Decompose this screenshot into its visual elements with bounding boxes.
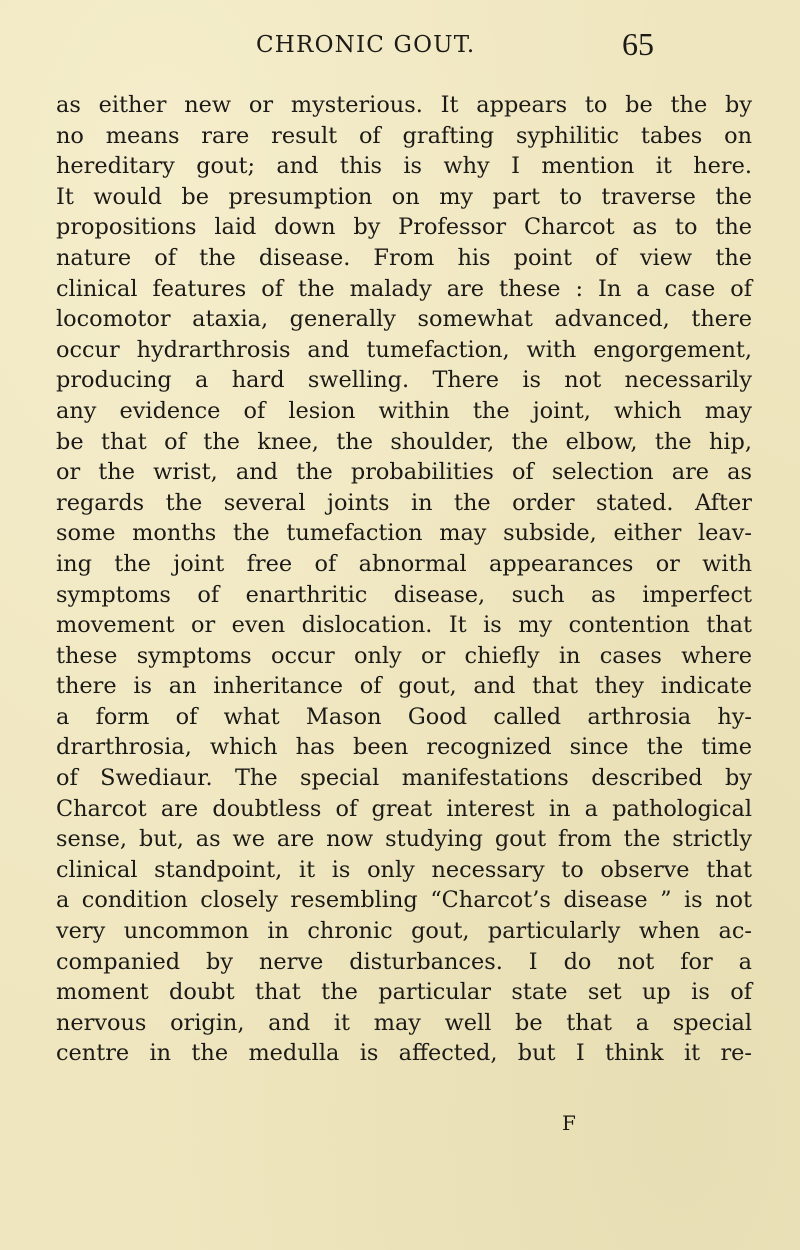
text-line: producing a hard swelling. There is not necessarily (56, 367, 752, 394)
text-line: ing the joint free of abnormal appearances or with (56, 550, 752, 577)
text-line: no means rare result of grafting syphilitic tabes on (56, 122, 752, 149)
running-title: CHRONIC GOUT. (256, 32, 476, 58)
text-line: sense, but, as we are now studying gout from the strictly (56, 826, 752, 853)
text-line: drarthrosia, which has been recognized since the time (56, 734, 752, 761)
text-line: companied by nerve disturbances. I do not for a (56, 948, 752, 975)
text-line: nature of the disease. From his point of view the (56, 244, 752, 271)
running-head (0, 26, 800, 62)
text-line: a condition closely resembling “Charcot’s disease ” is not (56, 887, 752, 914)
text-line: Charcot are doubtless of great interest in a pathological (56, 795, 752, 822)
text-line: propositions laid down by Professor Charcot as to the (56, 214, 752, 241)
text-line: It would be presumption on my part to traverse the (56, 183, 752, 210)
text-line: any evidence of lesion within the joint, which may (56, 397, 752, 424)
text-line: centre in the medulla is affected, but I think it re- (56, 1040, 752, 1067)
text-line: occur hydrarthrosis and tumefaction, with engorgement, (56, 336, 752, 363)
page-number: 65 (622, 26, 654, 62)
text-line: symptoms of enarthritic disease, such as imperfect (56, 581, 752, 608)
text-line: these symptoms occur only or chiefly in cases where (56, 642, 752, 669)
text-line: clinical features of the malady are these : In a case of (56, 275, 752, 302)
text-line: as either new or mysterious. It appears to be the by (56, 92, 752, 118)
text-line: moment doubt that the particular state set up is of (56, 979, 752, 1006)
text-line: there is an inheritance of gout, and that they indicate (56, 673, 752, 700)
text-line: nervous origin, and it may well be that a special (56, 1009, 752, 1036)
text-line: hereditary gout; and this is why I mention it here. (56, 153, 752, 180)
text-line: regards the several joints in the order stated. After (56, 489, 752, 516)
text-line: clinical standpoint, it is only necessary to observe that (56, 856, 752, 883)
text-line: be that of the knee, the shoulder, the elbow, the hip, (56, 428, 752, 455)
text-line: locomotor ataxia, generally somewhat advanced, there (56, 306, 752, 333)
text-line: some months the tumefaction may subside, either leav- (56, 520, 752, 547)
text-line: a form of what Mason Good called arthrosia hy- (56, 703, 752, 730)
text-line: very uncommon in chronic gout, particularly when ac- (56, 918, 752, 945)
signature-mark: F (562, 1111, 576, 1135)
text-line: or the wrist, and the probabilities of selection are as (56, 459, 752, 486)
text-line: movement or even dislocation. It is my contention that (56, 612, 752, 639)
text-line: of Swediaur. The special manifestations described by (56, 765, 752, 792)
body-text (56, 90, 752, 1069)
